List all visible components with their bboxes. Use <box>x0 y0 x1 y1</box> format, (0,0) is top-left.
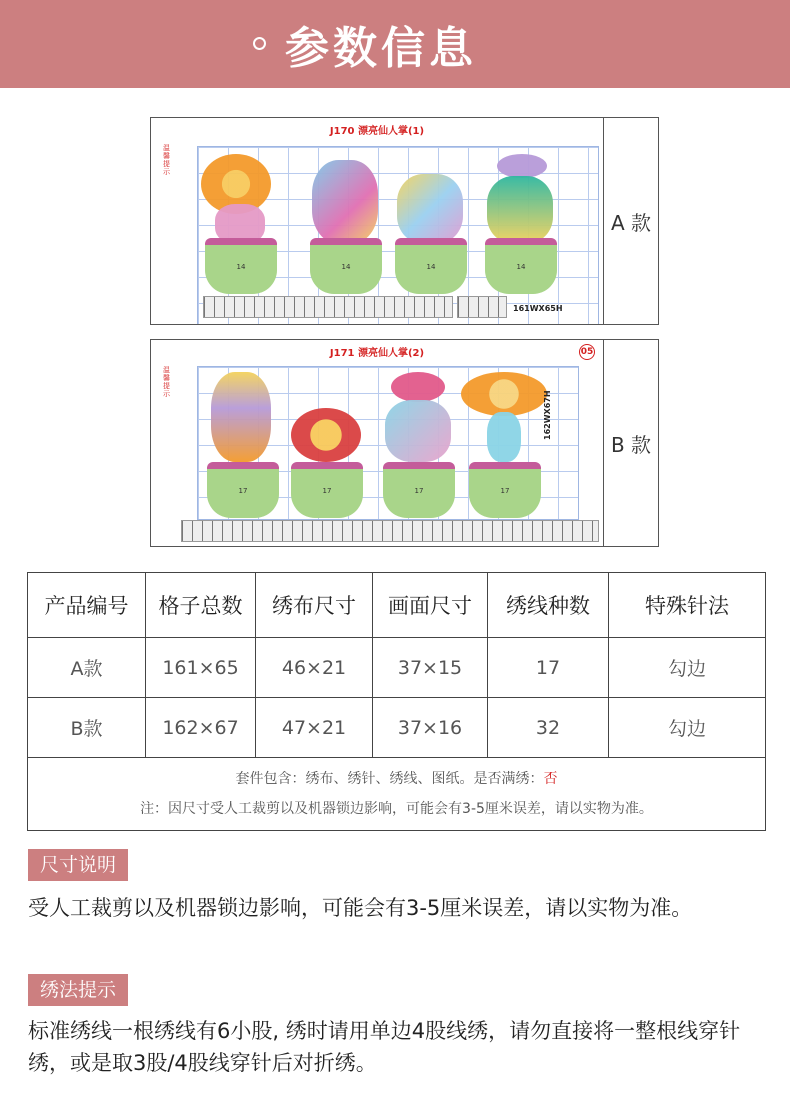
cactus-plant <box>201 154 281 294</box>
header-cloth-size: 绣布尺寸 <box>256 573 373 638</box>
pot-number: 17 <box>238 487 248 495</box>
flower-pot <box>207 462 279 518</box>
flower-pot <box>310 238 382 294</box>
cell-grid-count: 161×65 <box>146 638 256 698</box>
cactus-body <box>385 400 451 462</box>
pattern-card-b[interactable] <box>150 339 659 547</box>
thread-color-legend <box>203 296 453 318</box>
size-section-text: 受人工裁剪以及机器锁边影响，可能会有3-5厘米误差，请以实物为准。 <box>28 896 693 920</box>
cactus-plant <box>391 154 471 294</box>
cactus-plant <box>379 372 459 518</box>
cactus-plant <box>203 372 283 518</box>
pattern-chart-a <box>151 118 604 324</box>
cactus-body <box>487 412 521 462</box>
circle-icon <box>253 37 266 50</box>
canvas-size-text: 162WX67H <box>543 390 552 440</box>
pot-number: 17 <box>322 487 332 495</box>
spec-table <box>27 572 766 831</box>
flower-shape <box>391 372 445 402</box>
cell-thread-count: 17 <box>488 638 609 698</box>
pot-number: 14 <box>236 263 246 271</box>
cell-special-stitch: 勾边 <box>609 638 766 698</box>
variant-label: A 款 <box>610 210 652 235</box>
canvas-size-text: 161WX65H <box>513 304 563 313</box>
cactus-body <box>291 408 361 462</box>
cactus-body <box>397 174 463 244</box>
pot-number: 14 <box>426 263 436 271</box>
tip-heading: 温馨提示 <box>163 144 170 176</box>
cactus-plant <box>481 154 561 294</box>
flower-shape <box>497 154 547 178</box>
cell-grid-count: 162×67 <box>146 698 256 758</box>
flower-pot <box>291 462 363 518</box>
cell-thread-count: 32 <box>488 698 609 758</box>
flower-pot <box>383 462 455 518</box>
cactus-body <box>312 160 378 244</box>
flower-pot <box>485 238 557 294</box>
flower-pot <box>395 238 467 294</box>
pattern-title: J171 漂亮仙人掌(2) <box>329 348 425 359</box>
tip-heading: 温馨提示 <box>163 366 170 398</box>
thread-color-legend <box>181 520 599 542</box>
kit-contents-text <box>28 764 765 794</box>
flower-pot <box>205 238 277 294</box>
header-picture-size: 画面尺寸 <box>373 573 488 638</box>
cell-product-code: A款 <box>28 638 146 698</box>
cell-picture-size: 37×16 <box>373 698 488 758</box>
table-note-row <box>28 758 766 831</box>
cell-special-stitch: 勾边 <box>609 698 766 758</box>
pattern-chart-b <box>151 340 604 546</box>
cactus-plant <box>287 372 367 518</box>
pattern-title: J170 漂亮仙人掌(1) <box>329 126 425 137</box>
table-row <box>28 638 766 698</box>
variant-label: B 款 <box>610 432 652 457</box>
table-header-row <box>28 573 766 638</box>
flower-pot <box>469 462 541 518</box>
cell-cloth-size: 46×21 <box>256 638 373 698</box>
cactus-plant <box>306 154 386 294</box>
cactus-plant <box>461 372 551 518</box>
pattern-card-a[interactable] <box>150 117 659 325</box>
header-special-stitch: 特殊针法 <box>609 573 766 638</box>
header-banner <box>0 0 790 88</box>
header-grid-count: 格子总数 <box>146 573 256 638</box>
flower-shape <box>461 372 547 416</box>
error-note-text: 注：因尺寸受人工裁剪以及机器锁边影响，可能会有3-5厘米误差，请以实物为准。 <box>140 801 653 817</box>
page-title: 参数信息 <box>285 23 477 74</box>
pot-number: 14 <box>516 263 526 271</box>
table-note-cell <box>28 758 766 831</box>
pot-number: 17 <box>414 487 424 495</box>
kit-contents-label: 套件包含：绣布、绣针、绣线、图纸。是否满绣： <box>235 771 544 787</box>
method-section-text: 标准绣线一根绣线有6小股, 绣时请用单边4股线绣，请勿直接将一整根线穿针绣，或是取3股/4股线穿针后对折绣。 <box>28 1019 741 1075</box>
cell-product-code: B款 <box>28 698 146 758</box>
pot-number: 17 <box>500 487 510 495</box>
cactus-body <box>487 176 553 244</box>
cactus-body <box>211 372 271 462</box>
method-section-tag: 绣法提示 <box>28 974 128 1006</box>
table-row <box>28 698 766 758</box>
thread-color-legend <box>457 296 507 318</box>
page-badge: 05 <box>579 344 595 360</box>
header-thread-count: 绣线种数 <box>488 573 609 638</box>
cell-picture-size: 37×15 <box>373 638 488 698</box>
cell-cloth-size: 47×21 <box>256 698 373 758</box>
header-product-code: 产品编号 <box>28 573 146 638</box>
size-section-tag: 尺寸说明 <box>28 849 128 881</box>
full-stitch-value: 否 <box>543 771 558 787</box>
pot-number: 14 <box>341 263 351 271</box>
